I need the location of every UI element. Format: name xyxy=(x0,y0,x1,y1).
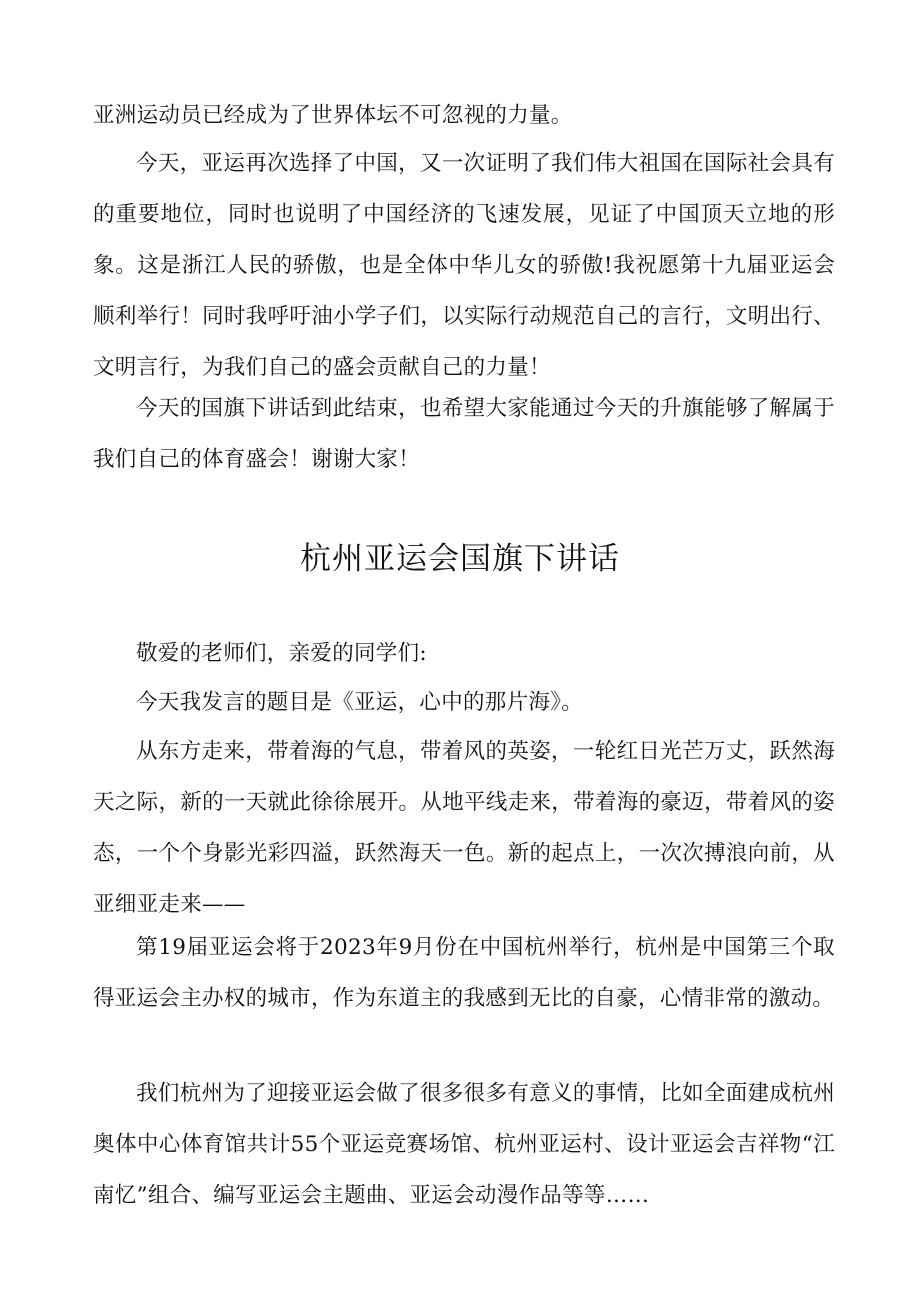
paragraph-topic: 今天我发言的题目是《亚运，心中的那片海》。 xyxy=(136,690,584,715)
paragraph-from-the-east: 从东方走来，带着海的气息，带着风的英姿，一轮红日光芒万丈，跃然海天之际，新的一天就此徐徐展开。从地平线走来，带着海的豪迈，带着风的姿态，一个个身影光彩四溢，跃然海天一色。新的起点上，一次次搏浪向前，从亚细亚走来—— xyxy=(93,739,835,917)
paragraph-china-hosting: 今天，亚运再次选择了中国，又一次证明了我们伟大祖国在国际社会具有的重要地位，同时也说明了中国经济的飞速发展，见证了中国顶天立地的形象。这是浙江人民的骄傲，也是全体中华儿女的骄傲!我祝愿第十九届亚运会顺利举行！同时我呼吁油小学子们，以实际行动规范自己的言行，文明出行、文明言行，为我们自己的盛会贡献自己的力量！ xyxy=(93,151,835,380)
paragraph-greeting: 敬爱的老师们，亲爱的同学们: xyxy=(136,641,427,666)
paragraph-asian-games-hangzhou: 第19届亚运会将于2023年9月份在中国杭州举行，杭州是中国第三个取得亚运会主办权的城市，作为东道主的我感到无比的自豪，心情非常的激动。 xyxy=(93,935,835,1011)
paragraph-continuation: 亚洲运动员已经成为了世界体坛不可忽视的力量。 xyxy=(93,103,573,128)
speech-title: 杭州亚运会国旗下讲话 xyxy=(300,541,620,577)
paragraph-hangzhou-preparations: 我们杭州为了迎接亚运会做了很多很多有意义的事情，比如全面建成杭州奥体中心体育馆共计55个亚运竞赛场馆、杭州亚运村、设计亚运会吉祥物“江南忆”组合、编写亚运会主题曲、亚运会动漫作品等等…… xyxy=(93,1081,835,1208)
paragraph-closing: 今天的国旗下讲话到此结束，也希望大家能通过今天的升旗能够了解属于我们自己的体育盛会！谢谢大家！ xyxy=(93,396,835,472)
